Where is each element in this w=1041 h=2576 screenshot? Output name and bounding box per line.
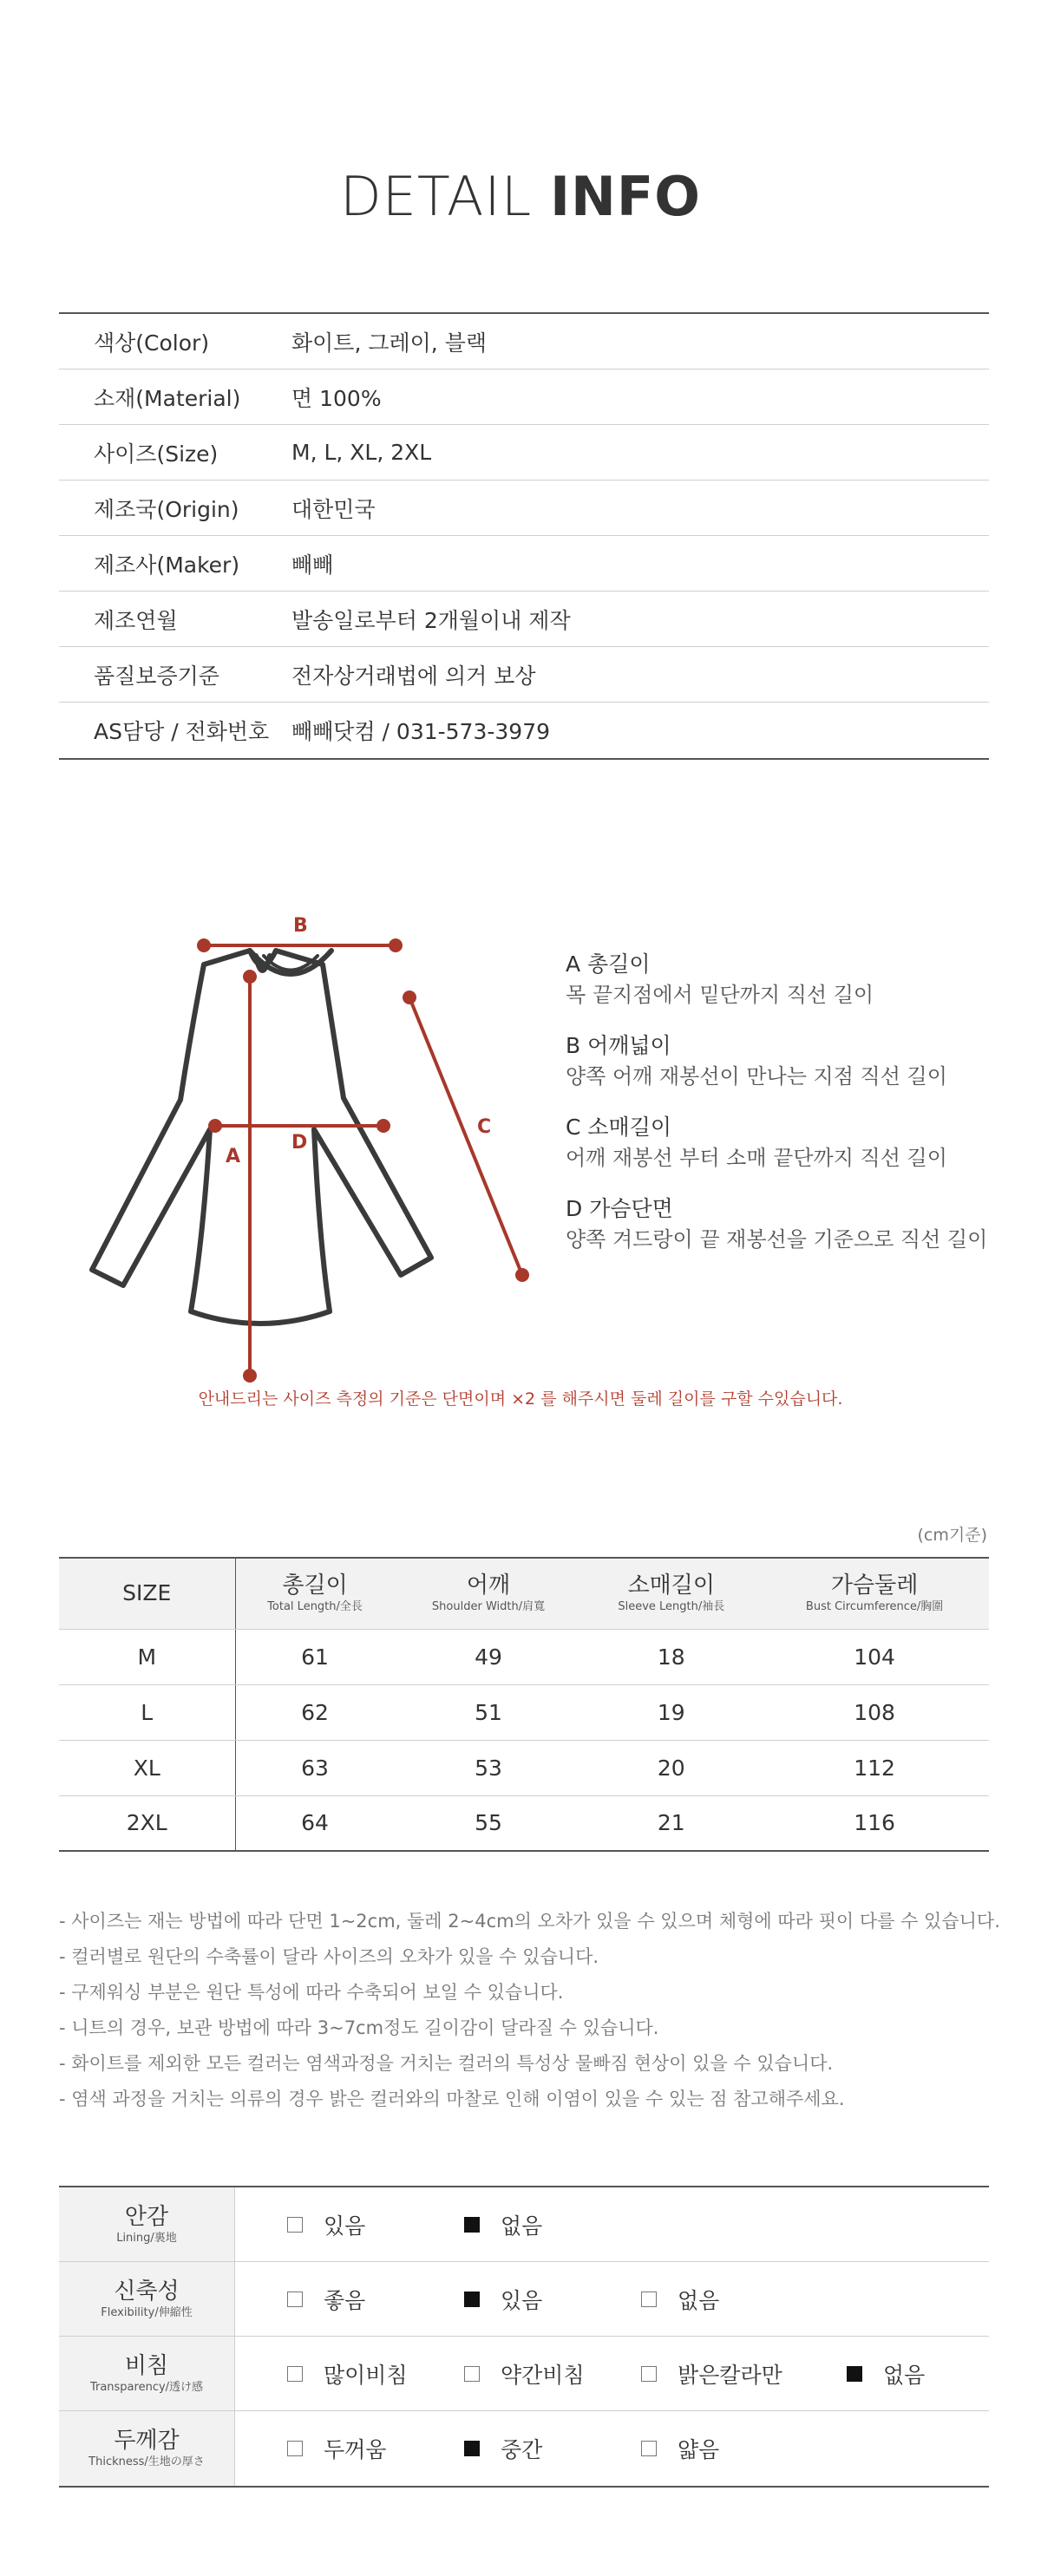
option <box>464 2411 542 2486</box>
label-d: D <box>291 1132 308 1154</box>
property-options <box>235 2262 989 2336</box>
a-end-point <box>245 1370 255 1381</box>
info-row <box>59 703 989 758</box>
table-row <box>59 1629 989 1684</box>
checkbox-icon <box>464 2366 480 2382</box>
option-label: 없음 <box>883 2363 926 2388</box>
value-cell: 61 <box>235 1629 395 1684</box>
checkbox-icon <box>287 2366 303 2382</box>
product-info-table <box>59 312 989 760</box>
info-row <box>59 647 989 703</box>
option-label: 얇음 <box>678 2437 720 2462</box>
value-cell: 19 <box>582 1684 760 1740</box>
header-main: 어깨 <box>466 1572 511 1599</box>
info-value: 면 100% <box>291 385 382 411</box>
checkbox-icon <box>641 2441 657 2456</box>
measure-item <box>566 1113 1017 1174</box>
checkbox-icon <box>464 2217 480 2233</box>
label-b: B <box>293 915 308 937</box>
property-main: 두께감 <box>114 2428 180 2454</box>
title-bold: INFO <box>549 165 701 228</box>
page-title <box>0 165 1041 228</box>
measure-item <box>566 950 1017 1010</box>
size-notes <box>59 1904 1013 2117</box>
property-label <box>59 2262 235 2336</box>
option <box>641 2337 782 2411</box>
value-cell: 21 <box>657 1810 685 1836</box>
checkbox-icon <box>287 2441 303 2456</box>
checkbox-icon <box>847 2366 862 2382</box>
checkbox-icon <box>287 2292 303 2307</box>
b-end-point <box>390 940 401 951</box>
size-cell: XL <box>59 1740 235 1795</box>
property-options <box>235 2411 989 2486</box>
value-cell: 116 <box>854 1810 895 1836</box>
measurement-descriptions <box>566 950 1017 1276</box>
c-start-point <box>404 992 415 1003</box>
value-cell: 112 <box>760 1740 989 1795</box>
value-cell: 20 <box>582 1740 760 1795</box>
info-label: 제조연월 <box>94 607 178 633</box>
size-cell: L <box>59 1684 235 1740</box>
b-start-point <box>199 940 209 951</box>
option <box>847 2337 925 2411</box>
size-notice: 안내드리는 사이즈 측정의 기준은 단면이며 ×2 를 해주시면 둘레 길이를 구할 수있습니다. <box>198 1389 843 1409</box>
info-value: 빼빼닷컴 / 031-573-3979 <box>291 719 551 744</box>
checkbox-icon <box>641 2366 657 2382</box>
option-label: 없음 <box>678 2288 720 2313</box>
info-value: 화이트, 그레이, 블랙 <box>291 330 487 356</box>
info-label: 제조사(Maker) <box>94 552 240 578</box>
info-row <box>59 314 989 369</box>
option-label: 좋음 <box>324 2288 366 2313</box>
note-item: - 염색 과정을 거치는 의류의 경우 밝은 컬러와의 마찰로 인해 이염이 있을 수 있는 점 참고해주세요. <box>59 2089 845 2109</box>
title-light: DETAIL <box>340 165 533 228</box>
value-cell: 63 <box>235 1740 395 1795</box>
property-label <box>59 2337 235 2410</box>
info-row <box>59 369 989 425</box>
property-label <box>59 2187 235 2261</box>
info-value: 전자상거래법에 의거 보상 <box>291 663 536 689</box>
header-main: 총길이 <box>282 1572 348 1599</box>
header-main: 가슴둘레 <box>830 1572 919 1599</box>
a-start-point <box>245 971 255 982</box>
note-item: - 컬러별로 원단의 수축률이 달라 사이즈의 오차가 있을 수 있습니다. <box>59 1946 599 1967</box>
measure-item <box>566 1194 1017 1255</box>
option-label: 두꺼움 <box>324 2437 387 2462</box>
value-cell: 18 <box>582 1629 760 1684</box>
property-sub: Lining/裏地 <box>116 2231 177 2245</box>
info-value: 빼빼 <box>291 552 334 578</box>
property-sub: Flexibility/伸縮性 <box>101 2305 193 2319</box>
value-cell: 64 <box>301 1810 329 1836</box>
info-value: 대한민국 <box>291 496 376 522</box>
property-row-transparency <box>59 2337 989 2411</box>
value-cell: 104 <box>760 1629 989 1684</box>
property-options <box>235 2187 989 2261</box>
header-sleeve <box>582 1558 760 1629</box>
property-sub: Transparency/透け感 <box>89 2380 204 2394</box>
info-row <box>59 592 989 647</box>
header-total-length <box>235 1558 395 1629</box>
header-sub: Sleeve Length/袖長 <box>618 1600 725 1614</box>
option-label: 있음 <box>324 2213 366 2239</box>
option-label: 약간비침 <box>501 2363 585 2388</box>
option-label: 많이비침 <box>324 2363 408 2388</box>
d-end-point <box>378 1121 389 1131</box>
measure-desc: 양쪽 어깨 재봉선이 만나는 지점 직선 길이 <box>566 1064 947 1089</box>
property-main: 안감 <box>124 2203 169 2230</box>
measurement-lines <box>78 902 547 1388</box>
option <box>287 2262 365 2337</box>
measure-title: A 총길이 <box>566 951 651 977</box>
c-end-point <box>517 1270 527 1280</box>
measure-title: D 가슴단면 <box>566 1196 673 1221</box>
table-row <box>59 1795 989 1851</box>
info-row <box>59 481 989 536</box>
unit-label: (cm기준) <box>917 1526 987 1545</box>
option-label: 없음 <box>501 2213 543 2239</box>
value-cell: 49 <box>395 1629 583 1684</box>
info-label: 제조국(Origin) <box>94 496 239 522</box>
property-options <box>235 2337 989 2410</box>
size-cell: M <box>59 1629 235 1684</box>
header-main: SIZE <box>122 1580 172 1606</box>
property-row-flexibility <box>59 2262 989 2337</box>
header-main: 소매길이 <box>627 1572 716 1599</box>
c-sleeve-line <box>409 997 522 1275</box>
option-label: 있음 <box>501 2288 543 2313</box>
option <box>641 2262 719 2337</box>
checkbox-icon <box>464 2441 480 2456</box>
info-value: 발송일로부터 2개월이내 제작 <box>291 607 571 633</box>
value-cell: 62 <box>235 1684 395 1740</box>
measure-item <box>566 1031 1017 1092</box>
measure-desc: 어깨 재봉선 부터 소매 끝단까지 직선 길이 <box>566 1146 947 1170</box>
info-row <box>59 425 989 481</box>
size-cell: 2XL <box>59 1795 235 1851</box>
measure-title: B 어깨넓이 <box>566 1033 671 1058</box>
header-sub: Shoulder Width/肩寬 <box>431 1600 546 1614</box>
value-cell: 108 <box>760 1684 989 1740</box>
fabric-properties-table <box>59 2186 989 2488</box>
option <box>464 2187 542 2262</box>
note-item: - 화이트를 제외한 모든 컬러는 염색과정을 거치는 컬러의 특성상 물빠짐 현상이 있을 수 있습니다. <box>59 2053 834 2074</box>
info-label: 사이즈(Size) <box>94 441 219 467</box>
header-sub: Total Length/全長 <box>267 1600 363 1614</box>
option-label: 중간 <box>501 2437 543 2462</box>
label-a: A <box>226 1146 241 1167</box>
option <box>287 2337 408 2411</box>
value-cell: 53 <box>395 1740 583 1795</box>
checkbox-icon <box>641 2292 657 2307</box>
size-table-header <box>59 1558 989 1629</box>
header-bust <box>760 1558 989 1629</box>
measure-title: C 소매길이 <box>566 1115 672 1140</box>
checkbox-icon <box>464 2292 480 2307</box>
header-sub: Bust Circumference/胸圍 <box>805 1600 944 1614</box>
option <box>287 2411 386 2486</box>
value-cell: 51 <box>395 1684 583 1740</box>
option-label: 밝은칼라만 <box>678 2363 782 2388</box>
info-label: 소재(Material) <box>94 385 241 411</box>
property-row-thickness <box>59 2411 989 2486</box>
property-row-lining <box>59 2187 989 2262</box>
size-table <box>59 1557 989 1852</box>
note-item: - 구제워싱 부분은 원단 특성에 따라 수축되어 보일 수 있습니다. <box>59 1982 564 2003</box>
checkbox-icon <box>287 2217 303 2233</box>
table-row <box>59 1740 989 1795</box>
table-row <box>59 1684 989 1740</box>
header-size <box>59 1558 235 1629</box>
d-start-point <box>210 1121 220 1131</box>
measure-desc: 양쪽 겨드랑이 끝 재봉선을 기준으로 직선 길이 <box>566 1227 988 1252</box>
measure-desc: 목 끝지점에서 밑단까지 직선 길이 <box>566 983 874 1007</box>
info-label: 품질보증기준 <box>94 663 219 689</box>
property-main: 신축성 <box>114 2278 180 2305</box>
note-item: - 니트의 경우, 보관 방법에 따라 3~7cm정도 길이감이 달라질 수 있습니다. <box>59 2017 659 2038</box>
option <box>641 2411 719 2486</box>
header-shoulder <box>395 1558 583 1629</box>
property-label <box>59 2411 235 2486</box>
info-value: M, L, XL, 2XL <box>291 440 432 465</box>
property-sub: Thickness/生地の厚さ <box>88 2455 205 2468</box>
info-label: 색상(Color) <box>94 330 210 356</box>
option <box>287 2187 365 2262</box>
option <box>464 2337 585 2411</box>
info-row <box>59 536 989 592</box>
value-cell: 55 <box>475 1810 502 1836</box>
note-item: - 사이즈는 재는 방법에 따라 단면 1~2cm, 둘레 2~4cm의 오차가 있을 수 있으며 체형에 따라 핏이 다를 수 있습니다. <box>59 1911 1000 1932</box>
info-label: AS담당 / 전화번호 <box>94 719 270 744</box>
label-c: C <box>477 1116 492 1138</box>
option <box>464 2262 542 2337</box>
property-main: 비침 <box>124 2352 169 2379</box>
